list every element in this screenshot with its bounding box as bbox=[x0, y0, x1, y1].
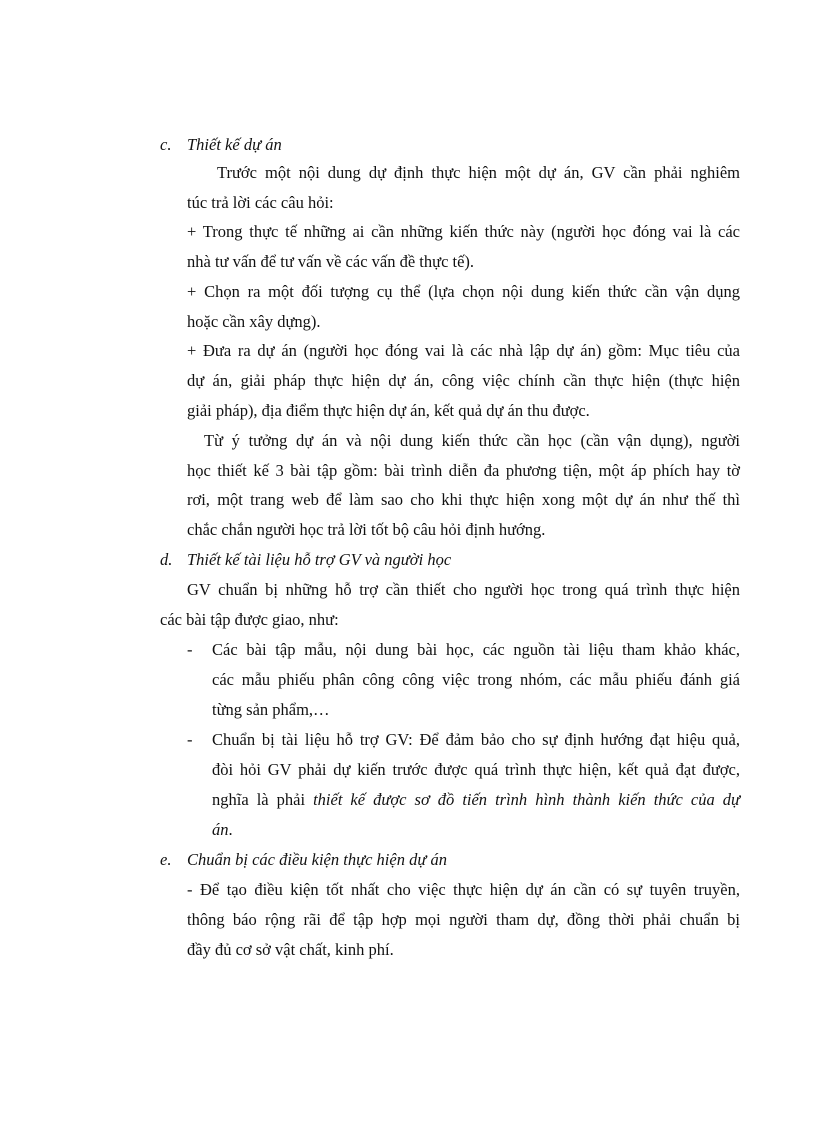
section-c-bullet3-line-3: giải pháp), địa điểm thực hiện dự án, kết quả dự án thu được. bbox=[187, 401, 590, 420]
section-c-para-line-2: học thiết kế 3 bài tập gồm: bài trình diễn đa phương tiện, một áp phích hay tờ bbox=[187, 461, 740, 480]
section-e-line-1: - Để tạo điều kiện tốt nhất cho việc thực hiện dự án cần có sự tuyên truyền, bbox=[187, 880, 740, 899]
section-c-label: c. bbox=[160, 135, 172, 154]
section-c-para-line-3: rơi, một trang web để làm sao cho khi thực hiện xong một dự án như thế thì bbox=[187, 490, 740, 509]
section-e-title: Chuẩn bị các điều kiện thực hiện dự án bbox=[187, 850, 447, 869]
section-d-item2-line-4 bbox=[212, 820, 233, 840]
section-d-item2-line-3-italic: thiết kế được sơ đồ tiến trình hình thành kiến thức của dự bbox=[313, 790, 740, 809]
section-c-title: Thiết kế dự án bbox=[187, 135, 282, 154]
section-e-line-2: thông báo rộng rãi để tập hợp mọi người tham dự, đồng thời phải chuẩn bị bbox=[187, 910, 740, 929]
section-d-item1-dash: - bbox=[187, 640, 193, 659]
section-c-bullet3-line-1: + Đưa ra dự án (người học đóng vai là các nhà lập dự án) gồm: Mục tiêu của bbox=[187, 341, 740, 360]
section-c-intro-line-1: Trước một nội dung dự định thực hiện một dự án, GV cần phải nghiêm bbox=[217, 163, 740, 182]
section-d-item2-line-1: Chuẩn bị tài liệu hỗ trợ GV: Để đảm bảo cho sự định hướng đạt hiệu quả, bbox=[212, 730, 740, 749]
section-d-item2-line-4-end: . bbox=[228, 820, 233, 839]
section-c-bullet2-line-2: hoặc cần xây dựng). bbox=[187, 312, 321, 331]
section-d-item2-line-3-plain: nghĩa là phải bbox=[212, 790, 314, 809]
section-c-bullet3-line-2: dự án, giải pháp thực hiện dự án, công việc chính cần thực hiện (thực hiện bbox=[187, 371, 740, 390]
section-d-item1-line-3: từng sản phẩm,… bbox=[212, 700, 330, 719]
section-d-intro-line-1: GV chuẩn bị những hỗ trợ cần thiết cho người học trong quá trình thực hiện bbox=[187, 580, 740, 599]
section-d-item2-line-3 bbox=[212, 790, 740, 810]
section-c-intro-line-2: túc trả lời các câu hỏi: bbox=[187, 193, 334, 212]
section-c-bullet2-line-1: + Chọn ra một đối tượng cụ thể (lựa chọn nội dung kiến thức cần vận dụng bbox=[187, 282, 740, 301]
section-d-title: Thiết kế tài liệu hỗ trợ GV và người học bbox=[187, 550, 452, 569]
section-e-label: e. bbox=[160, 850, 172, 869]
section-c-bullet1-line-2: nhà tư vấn để tư vấn về các vấn đề thực tế). bbox=[187, 252, 475, 271]
section-d-item1-line-2: các mẫu phiếu phân công công việc trong nhóm, các mẫu phiếu đánh giá bbox=[212, 670, 740, 689]
section-e-line-3: đầy đủ cơ sở vật chất, kinh phí. bbox=[187, 940, 394, 959]
section-d-label: d. bbox=[160, 550, 173, 569]
section-c-para-line-4: chắc chắn người học trả lời tốt bộ câu hỏi định hướng. bbox=[187, 520, 546, 539]
section-d-item1-line-1: Các bài tập mẫu, nội dung bài học, các nguồn tài liệu tham khảo khác, bbox=[212, 640, 740, 659]
section-c-bullet1-line-1: + Trong thực tế những ai cần những kiến thức này (người học đóng vai là các bbox=[187, 222, 740, 241]
section-d-item2-line-4-italic: án bbox=[212, 820, 229, 839]
section-d-intro-line-2: các bài tập được giao, như: bbox=[160, 610, 339, 629]
section-d-item2-line-2: đòi hỏi GV phải dự kiến trước được quá trình thực hiện, kết quả đạt được, bbox=[212, 760, 740, 779]
section-c-para-line-1: Từ ý tưởng dự án và nội dung kiến thức cần học (cần vận dụng), người bbox=[204, 431, 740, 450]
section-d-item2-dash: - bbox=[187, 730, 193, 749]
